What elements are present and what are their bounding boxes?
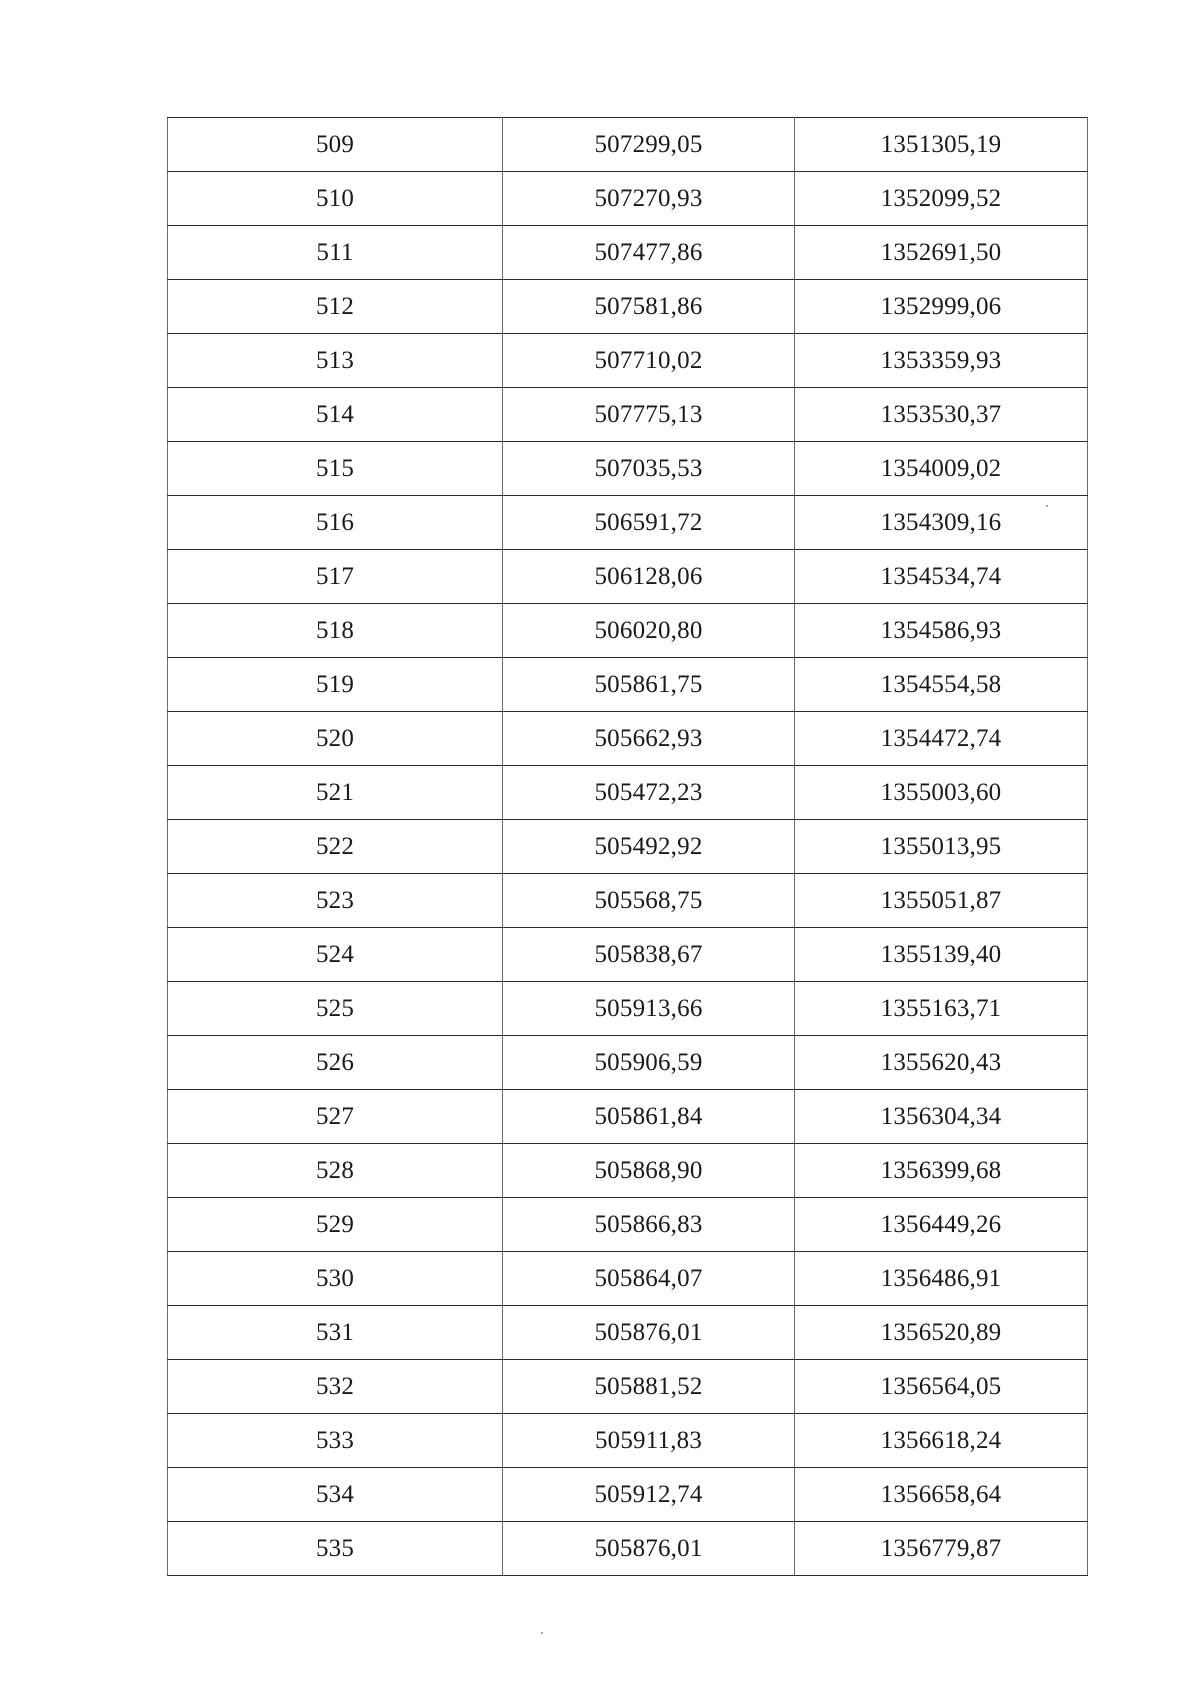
table-row <box>168 1360 1088 1414</box>
point-number-cell: 531 <box>168 1306 503 1360</box>
point-number-cell: 514 <box>168 388 503 442</box>
table-row <box>168 496 1088 550</box>
point-number-cell: 535 <box>168 1522 503 1576</box>
y-coordinate-cell: 1351305,19 <box>795 118 1088 172</box>
x-coordinate-cell: 505492,92 <box>503 820 795 874</box>
point-number-cell: 515 <box>168 442 503 496</box>
x-coordinate-cell: 505861,75 <box>503 658 795 712</box>
scan-speck <box>1046 505 1048 507</box>
y-coordinate-cell: 1356486,91 <box>795 1252 1088 1306</box>
x-coordinate-cell: 505866,83 <box>503 1198 795 1252</box>
x-coordinate-cell: 505912,74 <box>503 1468 795 1522</box>
x-coordinate-cell: 507299,05 <box>503 118 795 172</box>
y-coordinate-cell: 1356520,89 <box>795 1306 1088 1360</box>
x-coordinate-cell: 506591,72 <box>503 496 795 550</box>
point-number-cell: 512 <box>168 280 503 334</box>
point-number-cell: 523 <box>168 874 503 928</box>
table-row <box>168 442 1088 496</box>
x-coordinate-cell: 505861,84 <box>503 1090 795 1144</box>
table-row <box>168 766 1088 820</box>
y-coordinate-cell: 1355139,40 <box>795 928 1088 982</box>
y-coordinate-cell: 1356658,64 <box>795 1468 1088 1522</box>
y-coordinate-cell: 1356449,26 <box>795 1198 1088 1252</box>
point-number-cell: 525 <box>168 982 503 1036</box>
y-coordinate-cell: 1352691,50 <box>795 226 1088 280</box>
point-number-cell: 516 <box>168 496 503 550</box>
point-number-cell: 510 <box>168 172 503 226</box>
x-coordinate-cell: 505906,59 <box>503 1036 795 1090</box>
table-row <box>168 1468 1088 1522</box>
x-coordinate-cell: 507270,93 <box>503 172 795 226</box>
x-coordinate-cell: 506020,80 <box>503 604 795 658</box>
table-row <box>168 1090 1088 1144</box>
point-number-cell: 528 <box>168 1144 503 1198</box>
y-coordinate-cell: 1355013,95 <box>795 820 1088 874</box>
scan-speck <box>541 1632 543 1634</box>
point-number-cell: 526 <box>168 1036 503 1090</box>
y-coordinate-cell: 1354472,74 <box>795 712 1088 766</box>
y-coordinate-cell: 1355003,60 <box>795 766 1088 820</box>
point-number-cell: 533 <box>168 1414 503 1468</box>
coordinates-table <box>167 117 1088 1576</box>
x-coordinate-cell: 505868,90 <box>503 1144 795 1198</box>
table-row <box>168 1036 1088 1090</box>
y-coordinate-cell: 1354554,58 <box>795 658 1088 712</box>
table-row <box>168 1522 1088 1576</box>
point-number-cell: 527 <box>168 1090 503 1144</box>
table-row <box>168 928 1088 982</box>
point-number-cell: 519 <box>168 658 503 712</box>
x-coordinate-cell: 507477,86 <box>503 226 795 280</box>
table-row <box>168 1414 1088 1468</box>
table-row <box>168 1198 1088 1252</box>
table-row <box>168 1252 1088 1306</box>
table-row <box>168 658 1088 712</box>
y-coordinate-cell: 1355163,71 <box>795 982 1088 1036</box>
point-number-cell: 534 <box>168 1468 503 1522</box>
point-number-cell: 517 <box>168 550 503 604</box>
y-coordinate-cell: 1355051,87 <box>795 874 1088 928</box>
y-coordinate-cell: 1356779,87 <box>795 1522 1088 1576</box>
x-coordinate-cell: 505913,66 <box>503 982 795 1036</box>
x-coordinate-cell: 505864,07 <box>503 1252 795 1306</box>
y-coordinate-cell: 1355620,43 <box>795 1036 1088 1090</box>
y-coordinate-cell: 1354009,02 <box>795 442 1088 496</box>
table-row <box>168 550 1088 604</box>
table-row <box>168 712 1088 766</box>
y-coordinate-cell: 1354586,93 <box>795 604 1088 658</box>
point-number-cell: 529 <box>168 1198 503 1252</box>
x-coordinate-cell: 507581,86 <box>503 280 795 334</box>
table-row <box>168 982 1088 1036</box>
table-row <box>168 1306 1088 1360</box>
y-coordinate-cell: 1353359,93 <box>795 334 1088 388</box>
y-coordinate-cell: 1356564,05 <box>795 1360 1088 1414</box>
point-number-cell: 522 <box>168 820 503 874</box>
y-coordinate-cell: 1356618,24 <box>795 1414 1088 1468</box>
point-number-cell: 530 <box>168 1252 503 1306</box>
x-coordinate-cell: 506128,06 <box>503 550 795 604</box>
x-coordinate-cell: 507035,53 <box>503 442 795 496</box>
x-coordinate-cell: 505911,83 <box>503 1414 795 1468</box>
point-number-cell: 518 <box>168 604 503 658</box>
x-coordinate-cell: 505876,01 <box>503 1522 795 1576</box>
y-coordinate-cell: 1356304,34 <box>795 1090 1088 1144</box>
point-number-cell: 513 <box>168 334 503 388</box>
point-number-cell: 532 <box>168 1360 503 1414</box>
table-row <box>168 334 1088 388</box>
x-coordinate-cell: 505472,23 <box>503 766 795 820</box>
point-number-cell: 524 <box>168 928 503 982</box>
table-row <box>168 820 1088 874</box>
x-coordinate-cell: 505568,75 <box>503 874 795 928</box>
y-coordinate-cell: 1354309,16 <box>795 496 1088 550</box>
point-number-cell: 509 <box>168 118 503 172</box>
table-row <box>168 226 1088 280</box>
y-coordinate-cell: 1354534,74 <box>795 550 1088 604</box>
x-coordinate-cell: 507775,13 <box>503 388 795 442</box>
table-row <box>168 874 1088 928</box>
x-coordinate-cell: 505838,67 <box>503 928 795 982</box>
table-row <box>168 604 1088 658</box>
coordinates-table-body <box>168 118 1088 1576</box>
x-coordinate-cell: 505876,01 <box>503 1306 795 1360</box>
table-row <box>168 172 1088 226</box>
table-row <box>168 388 1088 442</box>
table-row <box>168 280 1088 334</box>
table-row <box>168 1144 1088 1198</box>
point-number-cell: 511 <box>168 226 503 280</box>
y-coordinate-cell: 1353530,37 <box>795 388 1088 442</box>
y-coordinate-cell: 1352099,52 <box>795 172 1088 226</box>
point-number-cell: 520 <box>168 712 503 766</box>
x-coordinate-cell: 505662,93 <box>503 712 795 766</box>
y-coordinate-cell: 1356399,68 <box>795 1144 1088 1198</box>
x-coordinate-cell: 505881,52 <box>503 1360 795 1414</box>
table-row <box>168 118 1088 172</box>
y-coordinate-cell: 1352999,06 <box>795 280 1088 334</box>
point-number-cell: 521 <box>168 766 503 820</box>
x-coordinate-cell: 507710,02 <box>503 334 795 388</box>
